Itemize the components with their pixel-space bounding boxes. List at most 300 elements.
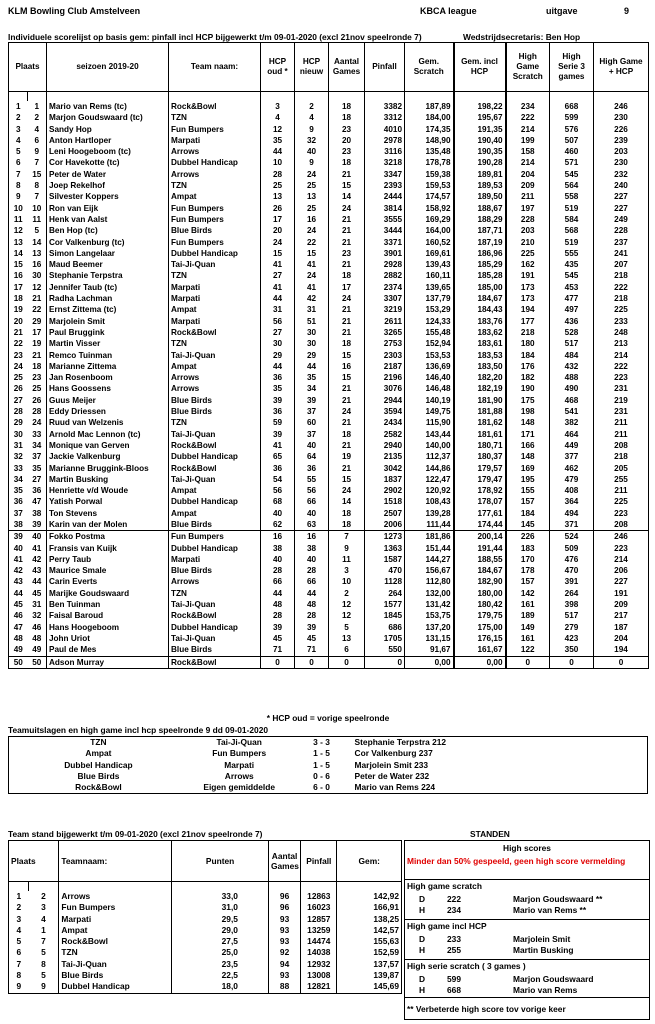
table-cell: 194 <box>594 644 649 656</box>
table-cell: 24 <box>329 406 365 417</box>
high-score-cell: 233 <box>447 934 461 944</box>
table-row <box>9 225 649 236</box>
table-cell: 40 <box>295 440 329 451</box>
table-cell: 545 <box>550 270 594 281</box>
stand-row <box>9 959 402 970</box>
table-cell: 209 <box>594 599 649 610</box>
table-cell: 519 <box>550 203 594 214</box>
table-cell: 2928 <box>365 259 405 270</box>
table-cell: 223 <box>594 508 649 519</box>
table-cell: 24 <box>295 270 329 281</box>
table-cell: 7 <box>28 191 47 202</box>
table-cell: Rock&Bowl <box>169 656 261 668</box>
table-cell: 0 <box>594 656 649 668</box>
table-cell: 173 <box>506 282 550 293</box>
table-cell: Tai-Ji-Quan <box>169 429 261 440</box>
stand-cell: 138,25 <box>337 914 402 925</box>
table-cell: 25 <box>295 203 329 214</box>
table-row <box>9 112 649 123</box>
table-cell: 48 <box>261 599 295 610</box>
table-cell: Marjon Goudswaard (tc) <box>47 112 169 123</box>
table-cell: 37 <box>28 451 47 462</box>
table-row <box>9 146 649 157</box>
table-cell: 208 <box>594 440 649 451</box>
table-cell: 41 <box>261 440 295 451</box>
table-cell: 21 <box>329 237 365 248</box>
table-cell: 24 <box>295 169 329 180</box>
table-cell: Adson Murray <box>47 656 169 668</box>
table-cell: 8 <box>28 180 47 191</box>
table-cell: 171 <box>506 429 550 440</box>
table-cell: 49 <box>28 644 47 656</box>
high-score-cell: D <box>419 934 426 944</box>
table-cell: 41 <box>261 282 295 293</box>
table-cell: 20 <box>329 135 365 146</box>
table-row <box>9 543 649 554</box>
table-cell: 27 <box>261 270 295 281</box>
table-cell: 24 <box>261 237 295 248</box>
stand-cell: Blue Birds <box>59 970 172 981</box>
table-cell: 576 <box>550 124 594 135</box>
table-cell: 131,15 <box>405 633 454 644</box>
table-cell: 42 <box>295 293 329 304</box>
table-cell: 391 <box>550 576 594 587</box>
table-row <box>9 372 649 383</box>
table-cell: 222 <box>506 112 550 123</box>
result-cell: Tai-Ji-Quan <box>216 737 262 747</box>
table-cell: 0,00 <box>405 656 454 668</box>
table-cell: Sandy Hop <box>47 124 169 135</box>
col-header: HCP oud * <box>261 43 295 92</box>
table-cell: 44 <box>261 361 295 372</box>
table-cell: 24 <box>329 293 365 304</box>
table-cell: 21 <box>329 316 365 327</box>
table-cell: 21 <box>329 225 365 236</box>
table-cell: 255 <box>594 474 649 485</box>
result-cell: 1 - 5 <box>313 748 330 759</box>
table-cell: 156,67 <box>405 565 454 576</box>
table-cell: 21 <box>329 417 365 428</box>
table-cell: Monique van Gerven <box>47 440 169 451</box>
table-row <box>9 576 649 587</box>
table-cell: Arnold Mac Lennon (tc) <box>47 429 169 440</box>
table-cell: 6 <box>9 157 28 168</box>
table-cell: 9 <box>329 543 365 554</box>
table-cell: Leni Hoogeboom (tc) <box>47 146 169 157</box>
table-cell: 19 <box>28 338 47 349</box>
table-cell: 50 <box>28 656 47 668</box>
table-cell: Fransis van Kuijk <box>47 543 169 554</box>
table-cell: Stephanie Terpstra <box>47 270 169 281</box>
table-cell: 39 <box>295 395 329 406</box>
table-cell: 17 <box>28 327 47 338</box>
table-cell: 210 <box>506 237 550 248</box>
table-cell: 55 <box>295 474 329 485</box>
table-cell: 136,69 <box>405 361 454 372</box>
stand-cell: Marpati <box>59 914 172 925</box>
table-cell: 0 <box>261 656 295 668</box>
table-cell: 528 <box>550 327 594 338</box>
table-cell: 132,00 <box>405 588 454 599</box>
table-cell: 183 <box>506 543 550 554</box>
table-cell: 19 <box>329 451 365 462</box>
table-cell: 13 <box>9 237 28 248</box>
table-row <box>9 259 649 270</box>
table-cell: Arrows <box>169 169 261 180</box>
table-cell: Radha Lachman <box>47 293 169 304</box>
table-cell: Blue Birds <box>169 519 261 531</box>
table-cell: 143,44 <box>405 429 454 440</box>
table-cell: 232 <box>594 169 649 180</box>
table-cell: 24 <box>9 361 28 372</box>
table-cell: 44 <box>295 361 329 372</box>
table-row <box>9 463 649 474</box>
table-cell: 39 <box>28 519 47 531</box>
table-cell: 240 <box>594 180 649 191</box>
table-cell: 2753 <box>365 338 405 349</box>
stand-cell: 3 <box>29 902 59 913</box>
table-cell: 182 <box>506 372 550 383</box>
table-cell: Arrows <box>169 383 261 394</box>
table-cell: 2393 <box>365 180 405 191</box>
stand-cell: 14038 <box>301 947 337 958</box>
stand-cell: Fun Bumpers <box>59 902 172 913</box>
table-cell: 211 <box>594 417 649 428</box>
table-cell: 23 <box>329 124 365 135</box>
stand-cell: 93 <box>268 925 300 936</box>
stand-row <box>9 981 402 993</box>
table-cell: 124,33 <box>405 316 454 327</box>
table-cell: Fun Bumpers <box>169 237 261 248</box>
table-cell: 173 <box>506 293 550 304</box>
result-cell: Peter de Water 232 <box>354 770 430 781</box>
table-cell: 246 <box>594 101 649 112</box>
table-cell: 140,00 <box>405 440 454 451</box>
table-cell: 1587 <box>365 554 405 565</box>
table-cell: 186,96 <box>454 248 506 259</box>
col-header: High Game + HCP <box>594 43 649 92</box>
table-cell: 190,40 <box>454 135 506 146</box>
table-cell: 31 <box>261 304 295 315</box>
table-cell: 225 <box>594 304 649 315</box>
high-score-cell: Mario van Rems <box>513 985 578 995</box>
table-cell: 184,67 <box>454 565 506 576</box>
table-cell: 40 <box>295 508 329 519</box>
table-cell: 148 <box>506 417 550 428</box>
result-row <box>9 771 648 782</box>
table-cell: 188,55 <box>454 554 506 565</box>
table-cell: 3347 <box>365 169 405 180</box>
stand-cell: 13259 <box>301 925 337 936</box>
table-cell: 161 <box>506 599 550 610</box>
hcp-note: * HCP oud = vorige speelronde <box>266 713 390 723</box>
individual-score-table <box>8 42 649 669</box>
table-cell: 184 <box>506 508 550 519</box>
table-cell: 203 <box>594 146 649 157</box>
table-cell: 468 <box>550 395 594 406</box>
stand-cell: 93 <box>268 936 300 947</box>
table-cell: 180,42 <box>454 599 506 610</box>
table-cell: Marpati <box>169 293 261 304</box>
table-cell: 3 <box>9 124 28 135</box>
table-cell: 18 <box>329 508 365 519</box>
stand-cell: 27,5 <box>172 936 269 947</box>
table-cell: 39 <box>261 429 295 440</box>
table-cell: 159,53 <box>405 180 454 191</box>
table-cell: 3 <box>261 101 295 112</box>
table-cell: 18 <box>9 293 28 304</box>
table-cell: 1837 <box>365 474 405 485</box>
table-cell: 227 <box>594 191 649 202</box>
stand-cell: 5 <box>29 970 59 981</box>
table-cell: 180,00 <box>454 588 506 599</box>
stand-cell: 13008 <box>301 970 337 981</box>
table-cell: 185,00 <box>454 282 506 293</box>
table-row <box>9 237 649 248</box>
table-cell: 222 <box>594 282 649 293</box>
table-cell: 190,35 <box>454 146 506 157</box>
table-cell: 3312 <box>365 112 405 123</box>
col-header: High Serie 3 games <box>550 43 594 92</box>
stand-cell: 96 <box>268 902 300 913</box>
table-cell: 237 <box>594 237 649 248</box>
table-cell: 65 <box>261 451 295 462</box>
table-row <box>9 633 649 644</box>
table-cell: 45 <box>261 633 295 644</box>
table-row <box>9 474 649 485</box>
table-cell: 38 <box>295 543 329 554</box>
table-cell: 145 <box>506 519 550 531</box>
stand-row <box>9 925 402 936</box>
col-header: Gem. incl HCP <box>454 43 506 92</box>
table-cell: 9 <box>295 124 329 135</box>
table-cell: 44 <box>9 588 28 599</box>
stand-cell: 96 <box>268 891 300 902</box>
table-cell: Dubbel Handicap <box>169 543 261 554</box>
stand-row <box>9 970 402 981</box>
table-cell: 2902 <box>365 485 405 496</box>
table-cell: 6 <box>28 135 47 146</box>
table-cell: 21 <box>329 440 365 451</box>
table-cell: 3814 <box>365 203 405 214</box>
table-cell: 214 <box>506 157 550 168</box>
table-cell: 1705 <box>365 633 405 644</box>
table-cell: 21 <box>329 214 365 225</box>
table-cell: 470 <box>365 565 405 576</box>
table-cell: 20 <box>261 225 295 236</box>
table-cell: Marianne Zittema <box>47 361 169 372</box>
table-cell: Arrows <box>169 146 261 157</box>
table-cell: 183,53 <box>454 350 506 361</box>
stand-cell: 142,92 <box>337 891 402 902</box>
table-cell: Paul de Mes <box>47 644 169 656</box>
stand-cell: 2 <box>9 902 29 913</box>
table-cell: 44 <box>28 576 47 587</box>
table-cell: 15 <box>261 248 295 259</box>
table-cell: 199 <box>506 135 550 146</box>
table-cell: Cor Valkenburg (tc) <box>47 237 169 248</box>
table-cell: 2135 <box>365 451 405 462</box>
table-cell: 15 <box>9 259 28 270</box>
table-cell: 162 <box>506 259 550 270</box>
col-header: HCP nieuw <box>295 43 329 92</box>
table-cell: 686 <box>365 622 405 633</box>
table-row <box>9 656 649 668</box>
result-cell: TZN <box>90 737 107 747</box>
table-cell: 31 <box>28 599 47 610</box>
table-cell: 10 <box>9 203 28 214</box>
table-cell: Hans Hoogeboom <box>47 622 169 633</box>
table-cell: 56 <box>295 485 329 496</box>
table-cell: 187 <box>594 622 649 633</box>
table-cell: 18 <box>329 338 365 349</box>
table-cell: Hans Goossens <box>47 383 169 394</box>
table-cell: 155,48 <box>405 327 454 338</box>
table-cell: Fokko Postma <box>47 531 169 543</box>
table-row <box>9 588 649 599</box>
table-cell: 23 <box>329 248 365 259</box>
stand-col-header: Punten <box>172 841 269 882</box>
table-cell: 230 <box>594 157 649 168</box>
table-cell: TZN <box>169 588 261 599</box>
table-row <box>9 496 649 507</box>
table-row <box>9 440 649 451</box>
table-cell: 44 <box>295 588 329 599</box>
table-cell: 44 <box>261 588 295 599</box>
table-cell: Dubbel Handicap <box>169 496 261 507</box>
table-cell: 214 <box>594 554 649 565</box>
stand-cell: 29,0 <box>172 925 269 936</box>
table-cell: 30 <box>261 338 295 349</box>
table-cell: 139,43 <box>405 259 454 270</box>
table-cell: 435 <box>550 259 594 270</box>
stand-col-header: Gem: <box>337 841 402 882</box>
table-cell: 29 <box>261 350 295 361</box>
table-cell: 149 <box>506 622 550 633</box>
table-cell: Maurice Smale <box>47 565 169 576</box>
table-cell: 13 <box>295 191 329 202</box>
table-cell: 152,94 <box>405 338 454 349</box>
stand-row <box>9 902 402 913</box>
table-cell: 185,28 <box>454 270 506 281</box>
stand-cell: 12857 <box>301 914 337 925</box>
table-cell: 524 <box>550 531 594 543</box>
stand-cell: 23,5 <box>172 959 269 970</box>
table-cell: 2 <box>329 588 365 599</box>
table-cell: 28 <box>28 406 47 417</box>
table-cell: 187,19 <box>454 237 506 248</box>
table-cell: 218 <box>594 293 649 304</box>
table-cell: 169,61 <box>405 248 454 259</box>
stand-cell: 4 <box>29 914 59 925</box>
table-cell: 408 <box>550 485 594 496</box>
table-cell: 2 <box>9 112 28 123</box>
table-cell: 15 <box>329 372 365 383</box>
table-cell: 2 <box>28 112 47 123</box>
table-cell: 555 <box>550 248 594 259</box>
table-cell: 194 <box>506 304 550 315</box>
table-cell: 20 <box>9 316 28 327</box>
table-cell: 207 <box>594 259 649 270</box>
table-row <box>9 531 649 543</box>
team-stand-table <box>8 840 402 994</box>
table-cell: 213 <box>594 338 649 349</box>
table-row <box>9 406 649 417</box>
table-cell: 40 <box>295 554 329 565</box>
table-cell: 71 <box>295 644 329 656</box>
table-cell: Guus Meijer <box>47 395 169 406</box>
table-cell: 218 <box>594 451 649 462</box>
table-cell: 160,52 <box>405 237 454 248</box>
table-cell: Martin Busking <box>47 474 169 485</box>
table-cell: 28 <box>9 406 28 417</box>
table-cell: 187,89 <box>405 101 454 112</box>
table-cell: 5 <box>329 622 365 633</box>
table-cell: 231 <box>594 383 649 394</box>
table-cell: 14 <box>9 248 28 259</box>
table-cell: 166 <box>506 440 550 451</box>
table-row <box>9 293 649 304</box>
table-row <box>9 644 649 656</box>
result-cell: Stephanie Terpstra 212 <box>354 737 447 747</box>
table-row <box>9 180 649 191</box>
table-cell: 179,75 <box>454 610 506 621</box>
table-cell: 18 <box>329 101 365 112</box>
table-cell: 139,28 <box>405 508 454 519</box>
table-cell: 18 <box>329 270 365 281</box>
table-row <box>9 622 649 633</box>
table-cell: Ampat <box>169 361 261 372</box>
table-row <box>9 350 649 361</box>
table-cell: 10 <box>329 576 365 587</box>
table-cell: 2196 <box>365 372 405 383</box>
table-cell: 476 <box>550 554 594 565</box>
table-cell: Blue Birds <box>169 406 261 417</box>
table-cell: 71 <box>261 644 295 656</box>
table-cell: Mario van Rems (tc) <box>47 101 169 112</box>
result-row <box>9 737 648 749</box>
table-cell: 41 <box>261 259 295 270</box>
result-cell: Blue Birds <box>77 770 120 781</box>
table-cell: 211 <box>594 485 649 496</box>
stand-cell: 1 <box>29 925 59 936</box>
result-cell: 3 - 3 <box>313 737 330 747</box>
table-cell: 139,65 <box>405 282 454 293</box>
table-cell: 364 <box>550 496 594 507</box>
table-cell: 158,92 <box>405 203 454 214</box>
table-cell: 209 <box>506 180 550 191</box>
table-cell: 16 <box>329 361 365 372</box>
table-cell: 35 <box>295 372 329 383</box>
table-cell: 239 <box>594 135 649 146</box>
table-cell: 175,00 <box>454 622 506 633</box>
table-cell: 176,15 <box>454 633 506 644</box>
table-cell: 56 <box>261 316 295 327</box>
stand-cell: Tai-Ji-Quan <box>59 959 172 970</box>
table-cell: 16 <box>295 214 329 225</box>
table-cell: 453 <box>550 282 594 293</box>
subtitle: Individuele scorelijst op basis gem: pinfall incl HCP bijgewerkt t/m 09-01-2020 (excl 21nov speelronde 7) <box>8 32 422 42</box>
table-cell: 264 <box>550 588 594 599</box>
table-cell: 39 <box>261 622 295 633</box>
result-cell: 1 - 5 <box>313 759 330 770</box>
table-cell: 231 <box>594 406 649 417</box>
stand-cell: 29,5 <box>172 914 269 925</box>
table-row <box>9 248 649 259</box>
table-cell: Marianne Bruggink-Bloos <box>47 463 169 474</box>
serie-title: High serie scratch ( 3 games ) <box>407 961 526 971</box>
result-cell: Marpati <box>224 759 255 770</box>
